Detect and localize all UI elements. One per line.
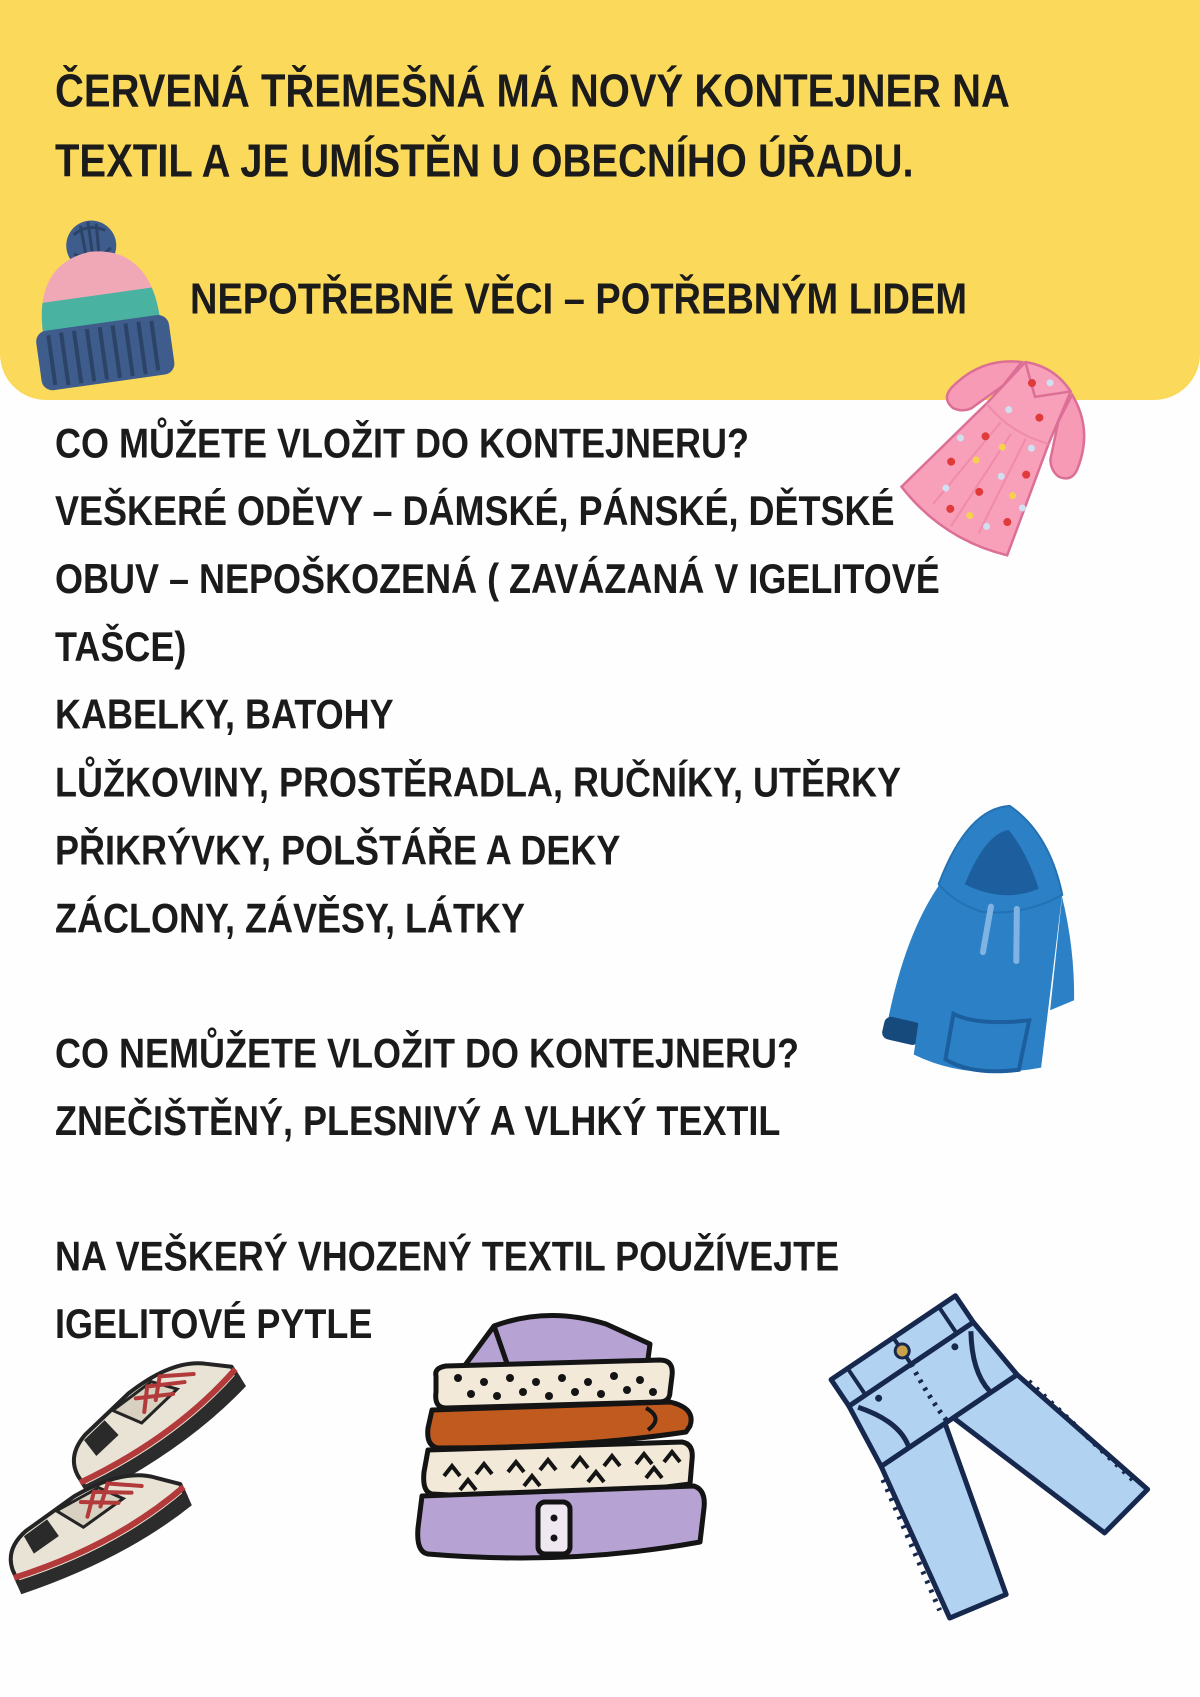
poster-title-line2: TEXTIL A JE UMÍSTĚN U OBECNÍHO ÚŘADU.	[55, 136, 914, 187]
instruction-line2: IGELITOVÉ PYTLE	[55, 1300, 373, 1348]
sneakers-icon	[8, 1350, 248, 1640]
poster-title-line1: ČERVENÁ TŘEMEŠNÁ MÁ NOVÝ KONTEJNER NA	[55, 66, 1010, 117]
not-allowed-line: ZNEČIŠTĚNÝ, PLESNIVÝ A VLHKÝ TEXTIL	[55, 1097, 781, 1145]
not-allowed-section	[55, 1019, 1075, 1155]
folded-clothes-icon	[398, 1280, 708, 1580]
jeans-icon	[778, 1282, 1078, 1612]
allowed-line: VEŠKERÉ ODĚVY – DÁMSKÉ, PÁNSKÉ, DĚTSKÉ	[55, 487, 895, 535]
instruction-line1: NA VEŠKERÝ VHOZENÝ TEXTIL POUŽÍVEJTE	[55, 1232, 840, 1280]
allowed-line: LŮŽKOVINY, PROSTĚRADLA, RUČNÍKY, UTĚRKY	[55, 758, 902, 806]
allowed-line: PŘIKRÝVKY, POLŠTÁŘE A DEKY	[55, 826, 621, 874]
poster-title	[55, 57, 1010, 197]
slogan: NEPOTŘEBNÉ VĚCI – POTŘEBNÝM LIDEM	[190, 275, 967, 324]
not-allowed-title: CO NEMŮŽETE VLOŽIT DO KONTEJNERU?	[55, 1029, 800, 1077]
allowed-line: OBUV – NEPOŠKOZENÁ ( ZAVÁZANÁ V IGELITOVÉ	[55, 555, 940, 603]
allowed-line: KABELKY, BATOHY	[55, 690, 394, 738]
allowed-line: ZÁCLONY, ZÁVĚSY, LÁTKY	[55, 894, 526, 942]
allowed-title: CO MŮŽETE VLOŽIT DO KONTEJNERU?	[55, 419, 750, 467]
beanie-hat-icon	[25, 215, 175, 390]
allowed-line: TAŠCE)	[55, 622, 187, 671]
